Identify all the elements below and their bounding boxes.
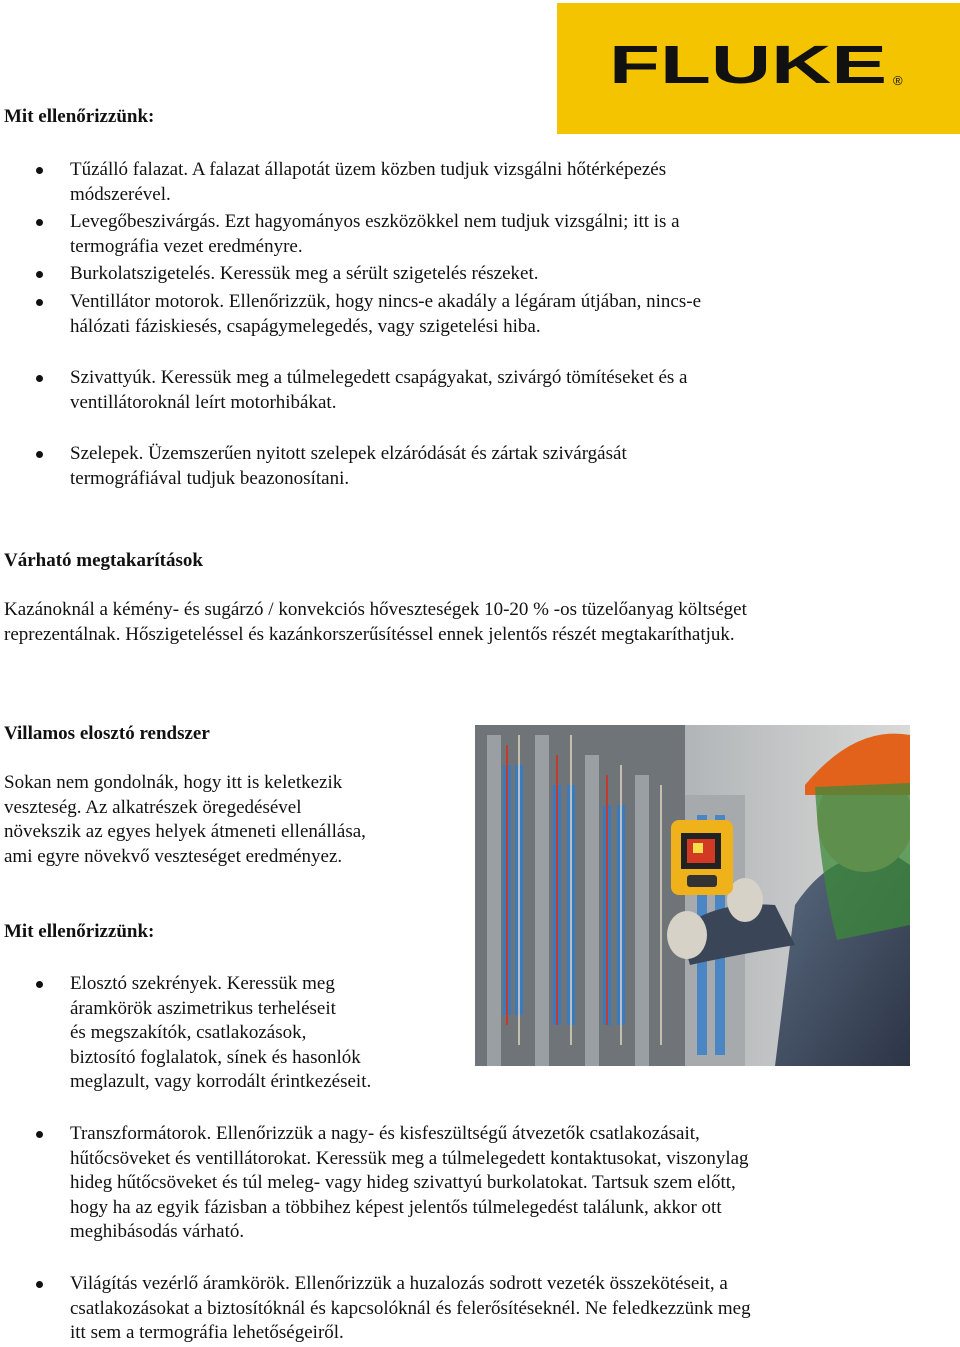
list-item: Világítás vezérlő áramkörök. Ellenőrizzük a huzalozás sodrott vezeték összekötéseit, a csatlakozásokat a biztosítóknál és kapcsolóknál és felerősítéseknél. Ne feledkezzünk meg itt sem a termográfia lehetőségeiről.	[0, 1272, 900, 1346]
list-item: Burkolatszigetelés. Keressük meg a sérült szigetelés részeket.	[0, 262, 900, 287]
list-item: Ventillátor motorok. Ellenőrizzük, hogy nincs-e akadály a légáram útjában, nincs-e hálózati fáziskiesés, csapágymelegedés, vagy szigetelési hiba.	[0, 290, 900, 339]
savings-heading: Várható megtakarítások	[4, 550, 203, 571]
bullet-icon	[36, 451, 43, 458]
list-item: Szivattyúk. Keressük meg a túlmelegedett csapágyakat, szivárgó tömítéseket és a ventillátoroknál leírt motorhibákat.	[0, 366, 900, 415]
section1-heading: Mit ellenőrizzünk:	[4, 106, 155, 127]
list-item: Tűzálló falazat. A falazat állapotát üzem közben tudjuk vizsgálni hőtérképezés módszerével.	[0, 158, 900, 207]
electrical-paragraph: Sokan nem gondolnák, hogy itt is keletkezik veszteség. Az alkatrészek öregedésével növekszik az egyes helyek átmeneti ellenállása, ami egyre növekvő veszteséget eredményez.	[4, 772, 366, 867]
logo-wordmark: FLUKE	[609, 35, 887, 95]
logo-registered-mark: ®	[893, 73, 903, 88]
bullet-icon	[36, 167, 43, 174]
list-item: Elosztó szekrények. Keressük meg áramkörök aszimetrikus terheléseit és megszakítók, csatlakozások, biztosító foglalatok, sínek és hasonlók meglazult, vagy korrodált érintkezéseit.	[0, 972, 900, 1095]
list-item: Transzformátorok. Ellenőrizzük a nagy- és kisfeszültségű átvezetők csatlakozásait, hűtőcsöveket és ventillátorokat. Keressük meg a túlmelegedett kontaktusokat, viszonylag hideg hűtőcsöveket és túl meleg- vagy hideg szivattyú burkolatokat. Tartsuk szem előtt, hogy ha az egyik fázisban a többihez képest jelentős túlmelegedést találunk, akkor ott meghibásodás várható.	[0, 1122, 900, 1245]
electrical-heading: Villamos elosztó rendszer	[4, 723, 210, 744]
list-item: Levegőbeszivárgás. Ezt hagyományos eszközökkel nem tudjuk vizsgálni; itt is a termográfia vezet eredményre.	[0, 210, 900, 259]
savings-paragraph: Kazánoknál a kémény- és sugárzó / konvekciós hőveszteségek 10-20 % -os tüzelőanyag költséget reprezentálnak. Hőszigeteléssel és kazánkorszerűsítéssel ennek jelentős részét megtakaríthatjuk.	[4, 599, 747, 645]
bullet-icon	[36, 981, 43, 988]
bullet-icon	[36, 1281, 43, 1288]
fluke-logo	[557, 3, 960, 134]
section2-list	[0, 972, 900, 1346]
bullet-icon	[36, 1131, 43, 1138]
fluke-logo-graphic	[557, 3, 960, 134]
bullet-icon	[36, 375, 43, 382]
section2-heading: Mit ellenőrizzünk:	[4, 921, 155, 942]
section1-list	[0, 158, 900, 492]
bullet-icon	[36, 299, 43, 306]
bullet-icon	[36, 219, 43, 226]
bullet-icon	[36, 271, 43, 278]
list-item: Szelepek. Üzemszerűen nyitott szelepek elzáródását és zártak szivárgását termográfiával tudjuk beazonosítani.	[0, 442, 900, 491]
